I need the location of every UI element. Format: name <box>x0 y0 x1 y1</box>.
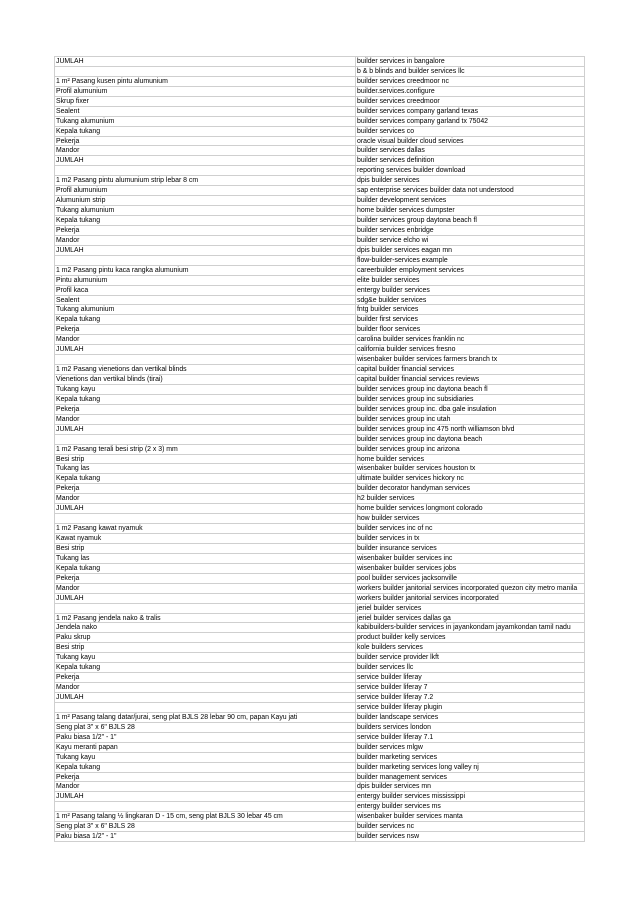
keyword-cell: service builder liferay 7.2 <box>356 693 585 702</box>
keyword-cell: builder services company garland tx 75042 <box>356 117 585 126</box>
table-row <box>54 474 585 484</box>
table-row <box>54 534 585 544</box>
table-row <box>54 673 585 683</box>
keyword-cell: careerbuilder employment services <box>356 266 585 275</box>
keyword-cell: builder services nc <box>356 822 585 831</box>
keyword-cell: builder services group daytona beach fl <box>356 216 585 225</box>
keyword-cell: builder services inc of nc <box>356 524 585 533</box>
keyword-cell: builder services group inc daytona beach <box>356 435 585 444</box>
keyword-cell: entergy builder services mississippi <box>356 792 585 801</box>
table-row <box>54 226 585 236</box>
table-row <box>54 97 585 107</box>
item-description-cell: JUMLAH <box>54 504 356 513</box>
table-row <box>54 455 585 465</box>
keyword-cell: builder landscape services <box>356 713 585 722</box>
keyword-cell: builder service elcho wi <box>356 236 585 245</box>
table-row <box>54 236 585 246</box>
table-row <box>54 484 585 494</box>
table-row <box>54 554 585 564</box>
table-row <box>54 445 585 455</box>
keyword-cell: builder services llc <box>356 663 585 672</box>
keyword-cell: dpis builder services eagan mn <box>356 246 585 255</box>
keyword-cell: builder service provider lkft <box>356 653 585 662</box>
table-row <box>54 812 585 822</box>
keyword-cell: wisenbaker builder services farmers branch tx <box>356 355 585 364</box>
item-description-cell: 1 m2 Pasang jendela nako & tralis <box>54 614 356 623</box>
keyword-cell: builder decorator handyman services <box>356 484 585 493</box>
keyword-cell: builder services creedmoor <box>356 97 585 106</box>
table-row <box>54 166 585 176</box>
keyword-cell: flow-builder-services example <box>356 256 585 265</box>
item-description-cell: Pekerja <box>54 574 356 583</box>
item-description-cell: JUMLAH <box>54 345 356 354</box>
table-row <box>54 206 585 216</box>
item-description-cell: Pekerja <box>54 325 356 334</box>
item-description-cell: Kawat nyamuk <box>54 534 356 543</box>
table-row <box>54 773 585 783</box>
table-row <box>54 663 585 673</box>
item-description-cell: Kepala tukang <box>54 127 356 136</box>
table-row <box>54 792 585 802</box>
keyword-cell: builder services enbridge <box>356 226 585 235</box>
keyword-cell: reporting services builder download <box>356 166 585 175</box>
item-description-cell <box>54 166 356 175</box>
item-description-cell <box>54 802 356 811</box>
item-description-cell: 1 m² Pasang talang datar/jurai, seng plat BJLS 28 lebar 90 cm, papan Kayu jati <box>54 713 356 722</box>
keyword-cell: pool builder services jacksonville <box>356 574 585 583</box>
keyword-cell: elite builder services <box>356 276 585 285</box>
table-row <box>54 345 585 355</box>
keyword-cell: fntg builder services <box>356 305 585 314</box>
table-row <box>54 365 585 375</box>
item-description-cell: Kepala tukang <box>54 395 356 404</box>
item-description-cell: 1 m2 Pasang pintu alumunium strip lebar 8 cm <box>54 176 356 185</box>
item-description-cell <box>54 514 356 523</box>
keyword-cell: builder management services <box>356 773 585 782</box>
table-row <box>54 276 585 286</box>
item-description-cell: Kepala tukang <box>54 564 356 573</box>
table-row <box>54 763 585 773</box>
item-description-cell: JUMLAH <box>54 425 356 434</box>
keyword-cell: b & b blinds and builder services llc <box>356 67 585 76</box>
table-row <box>54 325 585 335</box>
item-description-cell: Kepala tukang <box>54 763 356 772</box>
table-row <box>54 683 585 693</box>
keyword-cell: builder development services <box>356 196 585 205</box>
item-description-cell: Pekerja <box>54 773 356 782</box>
item-description-cell: JUMLAH <box>54 792 356 801</box>
table-row <box>54 256 585 266</box>
item-description-cell: Sealent <box>54 296 356 305</box>
keyword-cell: builder services dallas <box>356 146 585 155</box>
item-description-cell: Kayu meranti papan <box>54 743 356 752</box>
table-row <box>54 464 585 474</box>
item-description-cell: 1 m² Pasang talang ½ lingkaran D - 15 cm, seng plat BJLS 30 lebar 45 cm <box>54 812 356 821</box>
table-row <box>54 544 585 554</box>
item-description-cell: Pekerja <box>54 484 356 493</box>
item-description-cell: Skrup fixer <box>54 97 356 106</box>
keyword-cell: builder services group inc 475 north williamson blvd <box>356 425 585 434</box>
keyword-cell: dpis builder services mn <box>356 782 585 791</box>
table-row <box>54 633 585 643</box>
keyword-cell: wisenbaker builder services jobs <box>356 564 585 573</box>
table-row <box>54 156 585 166</box>
item-description-cell: Kepala tukang <box>54 216 356 225</box>
table-row <box>54 266 585 276</box>
table-row <box>54 514 585 524</box>
table-row <box>54 176 585 186</box>
keyword-cell: builder floor services <box>356 325 585 334</box>
keyword-cell: builder services in bangalore <box>356 57 585 66</box>
item-description-cell: 1 m2 Pasang vienetions dan vertikal blinds <box>54 365 356 374</box>
item-description-cell: JUMLAH <box>54 156 356 165</box>
keyword-cell: oracle visual builder cloud services <box>356 137 585 146</box>
table-row <box>54 504 585 514</box>
keyword-cell: builder services group inc subsidiaries <box>356 395 585 404</box>
table-row <box>54 146 585 156</box>
keyword-cell: dpis builder services <box>356 176 585 185</box>
item-description-cell: Kepala tukang <box>54 663 356 672</box>
table-row <box>54 57 585 67</box>
keyword-cell: jeriel builder services <box>356 604 585 613</box>
table-row <box>54 802 585 812</box>
table-row <box>54 693 585 703</box>
item-description-cell: Profil alumunium <box>54 186 356 195</box>
table-row <box>54 355 585 365</box>
table-row <box>54 604 585 614</box>
item-description-cell: Pintu alumunium <box>54 276 356 285</box>
item-description-cell: Profil alumunium <box>54 87 356 96</box>
table-row <box>54 713 585 723</box>
keyword-cell: builder services company garland texas <box>356 107 585 116</box>
item-description-cell: JUMLAH <box>54 57 356 66</box>
item-description-cell: Mandor <box>54 584 356 593</box>
item-description-cell: Tukang alumunium <box>54 305 356 314</box>
spreadsheet-table <box>54 56 585 842</box>
item-description-cell: Tukang kayu <box>54 385 356 394</box>
table-row <box>54 67 585 77</box>
table-row <box>54 623 585 633</box>
keyword-cell: builder services in tx <box>356 534 585 543</box>
item-description-cell <box>54 703 356 712</box>
item-description-cell <box>54 435 356 444</box>
keyword-cell: home builder services <box>356 455 585 464</box>
keyword-cell: capital builder financial services reviews <box>356 375 585 384</box>
keyword-cell: ultimate builder services hickory nc <box>356 474 585 483</box>
table-row <box>54 385 585 395</box>
table-row <box>54 822 585 832</box>
keyword-cell: builder first services <box>356 315 585 324</box>
item-description-cell: JUMLAH <box>54 594 356 603</box>
keyword-cell: california builder services fresno <box>356 345 585 354</box>
keyword-cell: carolina builder services franklin nc <box>356 335 585 344</box>
table-row <box>54 594 585 604</box>
keyword-cell: jeriel builder services dallas ga <box>356 614 585 623</box>
keyword-cell: service builder liferay 7 <box>356 683 585 692</box>
item-description-cell: Pekerja <box>54 673 356 682</box>
table-row <box>54 405 585 415</box>
table-row <box>54 733 585 743</box>
item-description-cell: Seng plat 3" x 6" BJLS 28 <box>54 723 356 732</box>
item-description-cell: Mandor <box>54 494 356 503</box>
item-description-cell <box>54 355 356 364</box>
item-description-cell: Kepala tukang <box>54 474 356 483</box>
item-description-cell: Pekerja <box>54 405 356 414</box>
keyword-cell: builder services co <box>356 127 585 136</box>
keyword-cell: capital builder financial services <box>356 365 585 374</box>
keyword-cell: builder services definition <box>356 156 585 165</box>
table-row <box>54 415 585 425</box>
item-description-cell <box>54 67 356 76</box>
item-description-cell: Mandor <box>54 683 356 692</box>
keyword-cell: builder services group inc utah <box>356 415 585 424</box>
keyword-cell: wisenbaker builder services manta <box>356 812 585 821</box>
table-row <box>54 753 585 763</box>
item-description-cell: Besi strip <box>54 544 356 553</box>
item-description-cell: Mandor <box>54 335 356 344</box>
keyword-cell: home builder services dumpster <box>356 206 585 215</box>
keyword-cell: builders services london <box>356 723 585 732</box>
table-row <box>54 286 585 296</box>
item-description-cell: Tukang las <box>54 464 356 473</box>
keyword-cell: entergy builder services <box>356 286 585 295</box>
item-description-cell: 1 m2 Pasang pintu kaca rangka alumunium <box>54 266 356 275</box>
keyword-cell: builder services nsw <box>356 832 585 841</box>
item-description-cell: Tukang alumunium <box>54 117 356 126</box>
keyword-cell: workers builder janitorial services incorporated quezon city metro manila <box>356 584 585 593</box>
item-description-cell: Pekerja <box>54 226 356 235</box>
item-description-cell: Besi strip <box>54 643 356 652</box>
table-row <box>54 832 585 842</box>
keyword-cell: how builder services <box>356 514 585 523</box>
keyword-cell: service builder liferay plugin <box>356 703 585 712</box>
item-description-cell: Pekerja <box>54 137 356 146</box>
keyword-cell: kabibuilders-builder services in jayankondam jayamkondan tamil nadu <box>356 623 585 632</box>
table-row <box>54 703 585 713</box>
table-row <box>54 782 585 792</box>
item-description-cell: Besi strip <box>54 455 356 464</box>
table-row <box>54 574 585 584</box>
item-description-cell <box>54 256 356 265</box>
item-description-cell: Paku biasa 1/2" - 1" <box>54 733 356 742</box>
keyword-cell: home builder services longmont colorado <box>356 504 585 513</box>
table-row <box>54 643 585 653</box>
item-description-cell <box>54 604 356 613</box>
keyword-cell: wisenbaker builder services houston tx <box>356 464 585 473</box>
keyword-cell: builder services group inc daytona beach fl <box>356 385 585 394</box>
item-description-cell: Profil kaca <box>54 286 356 295</box>
item-description-cell: Paku biasa 1/2" - 1" <box>54 832 356 841</box>
keyword-cell: kole builders services <box>356 643 585 652</box>
item-description-cell: Seng plat 3" x 6" BJLS 28 <box>54 822 356 831</box>
item-description-cell: Tukang alumunium <box>54 206 356 215</box>
keyword-cell: workers builder janitorial services incorporated <box>356 594 585 603</box>
item-description-cell: Mandor <box>54 236 356 245</box>
keyword-cell: sap enterprise services builder data not understood <box>356 186 585 195</box>
table-row <box>54 653 585 663</box>
table-row <box>54 77 585 87</box>
keyword-cell: builder marketing services <box>356 753 585 762</box>
keyword-cell: service builder liferay <box>356 673 585 682</box>
item-description-cell: 1 m2 Pasang terali besi strip (2 x 3) mm <box>54 445 356 454</box>
item-description-cell: Vienetions dan vertikal blinds (tirai) <box>54 375 356 384</box>
table-row <box>54 117 585 127</box>
keyword-cell: sdg&e builder services <box>356 296 585 305</box>
item-description-cell: Tukang kayu <box>54 653 356 662</box>
keyword-cell: product builder kelly services <box>356 633 585 642</box>
item-description-cell: Alumunium strip <box>54 196 356 205</box>
table-row <box>54 186 585 196</box>
item-description-cell: Jendela nako <box>54 623 356 632</box>
item-description-cell: Mandor <box>54 782 356 791</box>
keyword-cell: builder services group inc. dba gale insulation <box>356 405 585 414</box>
item-description-cell: Kepala tukang <box>54 315 356 324</box>
keyword-cell: builder services group inc arizona <box>356 445 585 454</box>
keyword-cell: builder marketing services long valley nj <box>356 763 585 772</box>
table-row <box>54 196 585 206</box>
table-row <box>54 723 585 733</box>
table-row <box>54 305 585 315</box>
table-row <box>54 524 585 534</box>
item-description-cell: JUMLAH <box>54 693 356 702</box>
keyword-cell: builder services mlgw <box>356 743 585 752</box>
table-row <box>54 395 585 405</box>
table-row <box>54 584 585 594</box>
table-row <box>54 246 585 256</box>
table-row <box>54 435 585 445</box>
keyword-cell: builder services creedmoor nc <box>356 77 585 86</box>
table-row <box>54 137 585 147</box>
table-row <box>54 375 585 385</box>
table-row <box>54 743 585 753</box>
table-row <box>54 614 585 624</box>
item-description-cell: Mandor <box>54 415 356 424</box>
table-row <box>54 296 585 306</box>
keyword-cell: service builder liferay 7.1 <box>356 733 585 742</box>
keyword-cell: wisenbaker builder services inc <box>356 554 585 563</box>
item-description-cell: Tukang las <box>54 554 356 563</box>
table-row <box>54 107 585 117</box>
keyword-cell: builder insurance services <box>356 544 585 553</box>
keyword-cell: entergy builder services ms <box>356 802 585 811</box>
item-description-cell: 1 m² Pasang kusen pintu alumunium <box>54 77 356 86</box>
item-description-cell: 1 m2 Pasang kawat nyamuk <box>54 524 356 533</box>
keyword-cell: builder.services.configure <box>356 87 585 96</box>
item-description-cell: JUMLAH <box>54 246 356 255</box>
table-row <box>54 335 585 345</box>
keyword-cell: h2 builder services <box>356 494 585 503</box>
table-row <box>54 127 585 137</box>
table-row <box>54 87 585 97</box>
item-description-cell: Tukang kayu <box>54 753 356 762</box>
item-description-cell: Sealent <box>54 107 356 116</box>
table-row <box>54 564 585 574</box>
item-description-cell: Mandor <box>54 146 356 155</box>
table-row <box>54 494 585 504</box>
table-row <box>54 315 585 325</box>
table-row <box>54 216 585 226</box>
item-description-cell: Paku skrup <box>54 633 356 642</box>
table-row <box>54 425 585 435</box>
